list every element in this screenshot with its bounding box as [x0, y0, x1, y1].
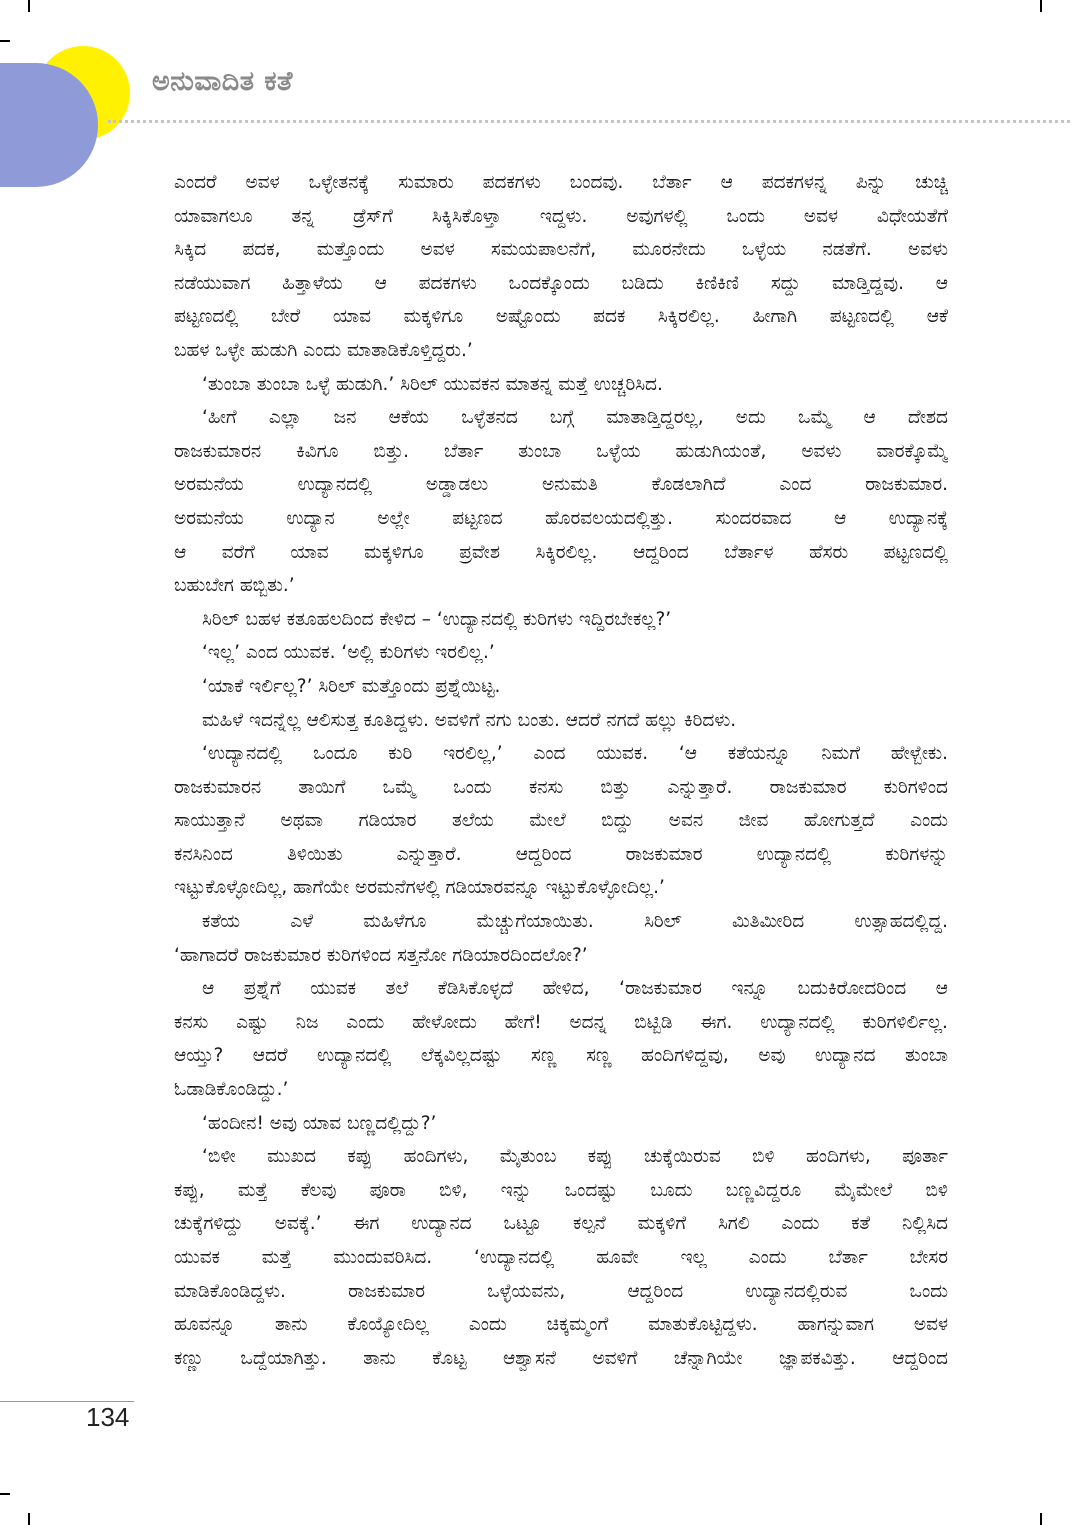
crop-mark-left-lower	[0, 1493, 10, 1495]
text-line: ‘ಉದ್ಯಾನದಲ್ಲಿ ಒಂದೂ ಕುರಿ ಇರಲಿಲ್ಲ,’ ಎಂದ ಯುವಕ. ‘ಆ ಕತೆಯನ್ನೂ ನಿಮಗೆ ಹೇಳ್ಬೇಕು.	[202, 743, 948, 765]
text-line: ಕತೆಯ ಎಳೆ ಮಹಿಳೆಗೂ ಮೆಚ್ಚುಗೆಯಾಯಿತು. ಸಿರಿಲ್ ಮಿತಿಮೀರಿದ ಉತ್ಸಾಹದಲ್ಲಿದ್ದ.	[202, 911, 948, 933]
crop-mark-bottom-right	[1040, 1513, 1042, 1525]
text-line: ಮಾಡಿಕೊಂಡಿದ್ದಳು. ರಾಜಕುಮಾರ ಒಳ್ಳೆಯವನು, ಆದ್ದರಿಂದ ಉದ್ಯಾನದಲ್ಲಿರುವ ಒಂದು	[174, 1280, 948, 1302]
text-line: ಯಾವಾಗಲೂ ತನ್ನ ಡ್ರೆಸ್‌ಗೆ ಸಿಕ್ಕಿಸಿಕೊಳ್ತಾ ಇದ್ದಳು. ಅವುಗಳಲ್ಲಿ ಒಂದು ಅವಳ ವಿಧೇಯತೆಗೆ	[174, 205, 948, 227]
text-line: ‘ಹೀಗೆ ಎಲ್ಲಾ ಜನ ಆಕೆಯ ಒಳ್ಳೆತನದ ಬಗ್ಗೆ ಮಾತಾಡ್ತಿದ್ದರಲ್ಲ, ಅದು ಒಮ್ಮೆ ಆ ದೇಶದ	[202, 407, 948, 429]
text-line: ಎಂದರೆ ಅವಳ ಒಳ್ಳೇತನಕ್ಕೆ ಸುಮಾರು ಪದಕಗಳು ಬಂದವು. ಬೆರ್ತಾ ಆ ಪದಕಗಳನ್ನ ಪಿನ್ನು ಚುಚ್ಚಿ	[174, 172, 948, 193]
text-line: ಕನಸಿನಿಂದ ತಿಳಿಯಿತು ಎನ್ನುತ್ತಾರೆ. ಆದ್ದರಿಂದ ರಾಜಕುಮಾರ ಉದ್ಯಾನದಲ್ಲಿ ಕುರಿಗಳನ್ನು	[174, 843, 948, 865]
text-line: ‘ಹಾಗಾದರೆ ರಾಜಕುಮಾರ ಕುರಿಗಳಿಂದ ಸತ್ತನೋ ಗಡಿಯಾರದಿಂದಲೋ?’	[174, 944, 588, 966]
text-line: ರಾಜಕುಮಾರನ ತಾಯಿಗೆ ಒಮ್ಮೆ ಒಂದು ಕನಸು ಬಿತ್ತು ಎನ್ನುತ್ತಾರೆ. ರಾಜಕುಮಾರ ಕುರಿಗಳಿಂದ	[174, 776, 948, 798]
header-dotted-rule	[108, 120, 1070, 123]
text-line: ನಡೆಯುವಾಗ ಹಿತ್ತಾಳೆಯ ಆ ಪದಕಗಳು ಒಂದಕ್ಕೊಂದು ಬಡಿದು ಕಿಣಿಕಿಣಿ ಸದ್ದು ಮಾಡ್ತಿದ್ದವು. ಆ	[174, 272, 948, 294]
text-line: ಸಿರಿಲ್ ಬಹಳ ಕತೂಹಲದಿಂದ ಕೇಳಿದ – ‘ಉದ್ಯಾನದಲ್ಲಿ ಕುರಿಗಳು ಇದ್ದಿರಬೇಕಲ್ಲ?’	[202, 608, 672, 630]
crop-mark-top-right	[1040, 0, 1042, 12]
text-line: ಹೂವನ್ನೂ ತಾನು ಕೊಯ್ಯೋದಿಲ್ಲ ಎಂದು ಚಿಕ್ಕಮ್ಮಂಗೆ ಮಾತುಕೊಟ್ಟಿದ್ದಳು. ಹಾಗನ್ನುವಾಗ ಅವಳ	[174, 1314, 948, 1336]
text-line: ಓಡಾಡಿಕೊಂಡಿದ್ದು.’	[174, 1079, 289, 1101]
text-line: ಕಣ್ಣು ಒದ್ದೆಯಾಗಿತ್ತು. ತಾನು ಕೊಟ್ಟ ಆಶ್ವಾಸನೆ ಅವಳಿಗೆ ಚೆನ್ನಾಗಿಯೇ ಜ್ಞಾಪಕವಿತ್ತು. ಆದ್ದರಿಂದ	[174, 1347, 948, 1369]
story-text	[174, 166, 948, 1375]
crop-mark-bottom-left	[28, 1513, 30, 1525]
text-line: ಅರಮನೆಯ ಉದ್ಯಾನ ಅಲ್ಲೇ ಪಟ್ಟಣದ ಹೊರವಲಯದಲ್ಲಿತ್ತು. ಸುಂದರವಾದ ಆ ಉದ್ಯಾನಕ್ಕೆ	[174, 507, 948, 529]
section-title: ಅನುವಾದಿತ ಕತೆ	[152, 66, 293, 97]
text-line: ಸಿಕ್ಕಿದ ಪದಕ, ಮತ್ತೊಂದು ಅವಳ ಸಮಯಪಾಲನೆಗೆ, ಮೂರನೇದು ಒಳ್ಳೆಯ ನಡತೆಗೆ. ಅವಳು	[174, 239, 948, 261]
text-line: ಆಯ್ತು? ಆದರೆ ಉದ್ಯಾನದಲ್ಲಿ ಲೆಕ್ಕವಿಲ್ಲದಷ್ಟು ಸಣ್ಣ ಸಣ್ಣ ಹಂದಿಗಳಿದ್ದವು, ಅವು ಉದ್ಯಾನದ ತುಂಬಾ	[174, 1045, 948, 1067]
text-line: ಕಪ್ಪು, ಮತ್ತೆ ಕೆಲವು ಪೂರಾ ಬಿಳಿ, ಇನ್ನು ಒಂದಷ್ಟು ಬೂದು ಬಣ್ಣವಿದ್ದರೂ ಮೈಮೇಲೆ ಬಿಳಿ	[174, 1179, 948, 1201]
text-line: ಸಾಯುತ್ತಾನೆ ಅಥವಾ ಗಡಿಯಾರ ತಲೆಯ ಮೇಲೆ ಬಿದ್ದು ಅವನ ಜೀವ ಹೋಗುತ್ತದೆ ಎಂದು	[174, 810, 948, 832]
text-line: ಬಹಳ ಒಳ್ಳೇ ಹುಡುಗಿ ಎಂದು ಮಾತಾಡಿಕೊಳ್ತಿದ್ದರು.’	[174, 339, 473, 361]
text-line: ‘ಬಿಳೀ ಮುಖದ ಕಪ್ಪು ಹಂದಿಗಳು, ಮೈತುಂಬ ಕಪ್ಪು ಚುಕ್ಕೆಯಿರುವ ಬಿಳಿ ಹಂದಿಗಳು, ಪೂರ್ತಾ	[202, 1146, 948, 1168]
text-line: ‘ಇಲ್ಲ’ ಎಂದ ಯುವಕ. ‘ಅಲ್ಲಿ ಕುರಿಗಳು ಇರಲಿಲ್ಲ.’	[202, 642, 495, 664]
text-line: ಯುವಕ ಮತ್ತೆ ಮುಂದುವರಿಸಿದ. ‘ಉದ್ಯಾನದಲ್ಲಿ ಹೂವೇ ಇಲ್ಲ ಎಂದು ಬೆರ್ತಾ ಬೇಸರ	[174, 1247, 948, 1268]
text-line: ಆ ವರೆಗೆ ಯಾವ ಮಕ್ಕಳಿಗೂ ಪ್ರವೇಶ ಸಿಕ್ಕಿರಲಿಲ್ಲ. ಆದ್ದರಿಂದ ಬೆರ್ತಾಳ ಹೆಸರು ಪಟ್ಟಣದಲ್ಲಿ	[174, 541, 948, 563]
header-decoration	[0, 0, 150, 190]
text-line: ಆ ಪ್ರಶ್ನೆಗೆ ಯುವಕ ತಲೆ ಕೆಡಿಸಿಕೊಳ್ಳದೆ ಹೇಳಿದ, ‘ರಾಜಕುಮಾರ ಇನ್ನೂ ಬದುಕಿರೋದರಿಂದ ಆ	[202, 978, 948, 1000]
text-line: ಇಟ್ಟುಕೊಳ್ಳೋದಿಲ್ಲ, ಹಾಗೆಯೇ ಅರಮನೆಗಳಲ್ಲಿ ಗಡಿಯಾರವನ್ನೂ ಇಟ್ಟುಕೊಳ್ಳೋದಿಲ್ಲ.’	[174, 877, 665, 899]
text-line: ‘ಹಂದೀನ! ಅವು ಯಾವ ಬಣ್ಣದಲ್ಲಿದ್ದು?’	[202, 1112, 437, 1134]
text-line: ಅರಮನೆಯ ಉದ್ಯಾನದಲ್ಲಿ ಅಡ್ಡಾಡಲು ಅನುಮತಿ ಕೊಡಲಾಗಿದೆ ಎಂದ ರಾಜಕುಮಾರ.	[174, 474, 948, 496]
page-number: 134	[86, 1402, 130, 1432]
text-line: ‘ತುಂಬಾ ತುಂಬಾ ಒಳ್ಳೆ ಹುಡುಗಿ.’ ಸಿರಿಲ್ ಯುವಕನ ಮಾತನ್ನ ಮತ್ತೆ ಉಚ್ಚರಿಸಿದ.	[202, 373, 663, 395]
text-line: ಕನಸು ಎಷ್ಟು ನಿಜ ಎಂದು ಹೇಳೋದು ಹೇಗೆ! ಅದನ್ನ ಬಿಟ್ಬಿಡಿ ಈಗ. ಉದ್ಯಾನದಲ್ಲಿ ಕುರಿಗಳಿರ್ಲಿಲ್ಲ.	[174, 1011, 948, 1033]
text-line: ಬಹುಬೇಗ ಹಬ್ಬಿತು.’	[174, 575, 295, 597]
text-line: ಮಹಿಳೆ ಇದನ್ನೆಲ್ಲ ಆಲಿಸುತ್ತ ಕೂತಿದ್ದಳು. ಅವಳಿಗೆ ನಗು ಬಂತು. ಆದರೆ ನಗದೆ ಹಲ್ಲು ಕಿರಿದಳು.	[202, 709, 737, 731]
text-line: ಪಟ್ಟಣದಲ್ಲಿ ಬೇರೆ ಯಾವ ಮಕ್ಕಳಿಗೂ ಅಷ್ಟೊಂದು ಪದಕ ಸಿಕ್ಕಿರಲಿಲ್ಲ. ಹೀಗಾಗಿ ಪಟ್ಟಣದಲ್ಲಿ ಆಕೆ	[174, 306, 948, 328]
text-line: ‘ಯಾಕೆ ಇರ್ಲಿಲ್ಲ?’ ಸಿರಿಲ್ ಮತ್ತೊಂದು ಪ್ರಶ್ನೆಯಿಟ್ಟ.	[202, 675, 501, 697]
text-line: ರಾಜಕುಮಾರನ ಕಿವಿಗೂ ಬಿತ್ತು. ಬೆರ್ತಾ ತುಂಬಾ ಒಳ್ಳೆಯ ಹುಡುಗಿಯಂತೆ, ಅವಳು ವಾರಕ್ಕೊಮ್ಮೆ	[174, 440, 948, 462]
text-line: ಚುಕ್ಕೆಗಳಿದ್ದು ಅವಕ್ಕೆ.’ ಈಗ ಉದ್ಯಾನದ ಒಟ್ಟೂ ಕಲ್ಪನೆ ಮಕ್ಕಳಿಗೆ ಸಿಗಲಿ ಎಂದು ಕತೆ ನಿಲ್ಲಿಸಿದ	[174, 1213, 948, 1235]
